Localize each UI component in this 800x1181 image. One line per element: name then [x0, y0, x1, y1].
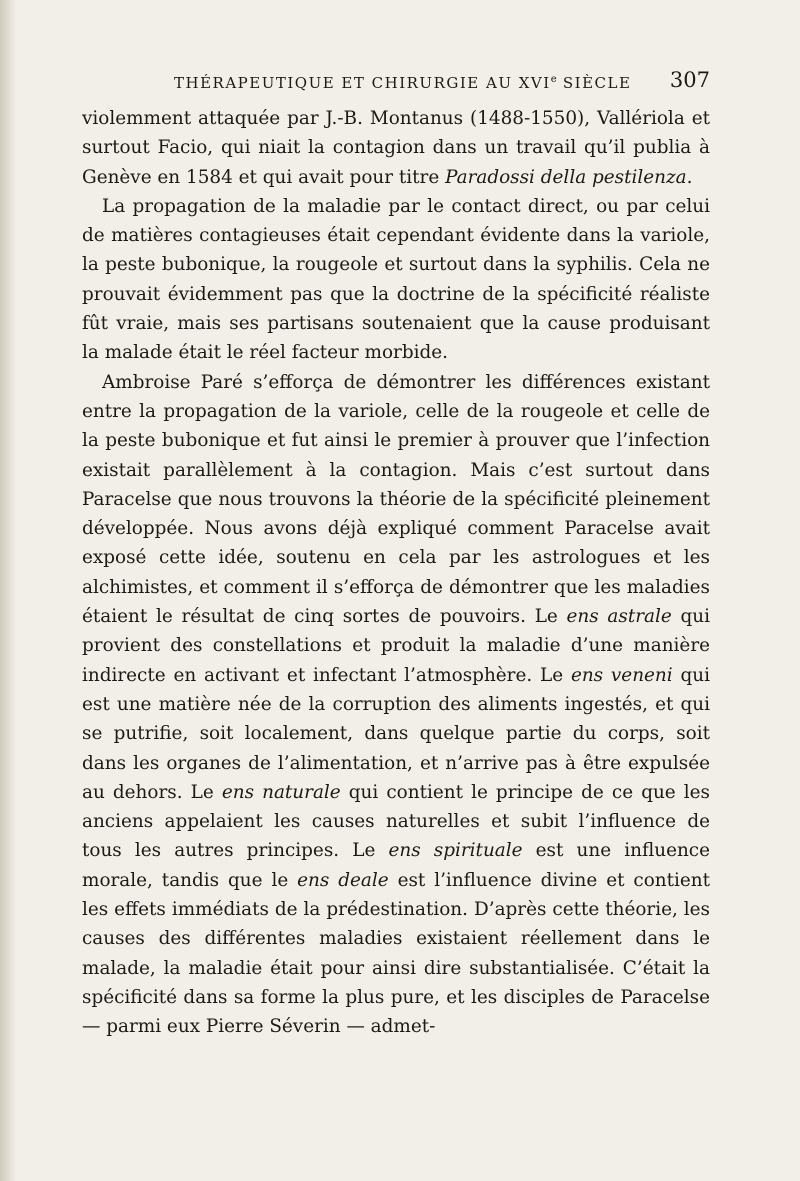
- italic-term: ens naturale: [221, 781, 341, 803]
- italic-term: ens deale: [297, 869, 389, 891]
- italic-title: Paradossi della pestilenza: [445, 166, 687, 188]
- running-head: [82, 60, 710, 92]
- running-head-title: THÉRAPEUTIQUE ET CHIRURGIE AU XVIe SIÈCLE: [174, 74, 632, 92]
- paragraph-3: Ambroise Paré s’efforça de démontrer les différences existant entre la propagation de la variole, celle de la rougeole et celle de la peste bubonique et fut ainsi le premier à prouver que l’infection existait parallèlement à la contagion. Mais c’est surtout dans Paracelse que nous trouvons la théorie de la spécificité pleinement développée. Nous avons déjà expliqué comment Paracelse avait exposé cette idée, soutenu en cela par les astrologues et les alchimistes, et comment il s’efforça de démontrer que les maladies étaient le résultat de cinq sortes de pouvoirs. Le ens astrale qui provient des constellations et produit la maladie d’une manière indirecte en activant et infectant l’atmosphère. Le ens veneni qui est une matière née de la corruption des aliments ingestés, et qui se putrifie, soit localement, dans quelque partie du corps, soit dans les organes de l’alimentation, et n’arrive pas à être expulsée au dehors. Le ens naturale qui contient le principe de ce que les anciens appelaient les causes naturelles et subit l’influence de tous les autres principes. Le ens spirituale est une influence morale, tandis que le ens deale est l’influence divine et contient les effets immédiats de la prédestination. D’après cette théorie, les causes des différentes maladies existaient réellement dans le malade, la maladie était pour ainsi dire substantialisée. C’était la spécificité dans sa forme la plus pure, et les disciples de Paracelse — parmi eux Pierre Séverin — admet-: [82, 371, 710, 1038]
- italic-term: ens veneni: [570, 664, 673, 686]
- italic-term: ens astrale: [566, 606, 672, 628]
- italic-term: ens spirituale: [388, 840, 523, 862]
- book-page: [82, 60, 710, 1042]
- body-text: [82, 104, 710, 1042]
- page-number: 307: [669, 68, 710, 92]
- paragraph-1: violemment attaquée par J.-B. Montanus (1488-1550), Vallériola et surtout Facio, qui niait la contagion dans un travail qu’il publia à Genève en 1584 et qui avait pour titre Paradossi della pestilenza.: [82, 108, 710, 188]
- paragraph-2: La propagation de la maladie par le contact direct, ou par celui de matières contagieuses était cependant évidente dans la variole, la peste bubonique, la rougeole et surtout dans la syphilis. Cela ne prouvait évidemment pas que la doctrine de la spécificité réaliste fût vraie, mais ses partisans soutenaient que la cause produisant la malade était le réel facteur morbide.: [82, 195, 710, 364]
- page-spine-shadow: [0, 0, 16, 1181]
